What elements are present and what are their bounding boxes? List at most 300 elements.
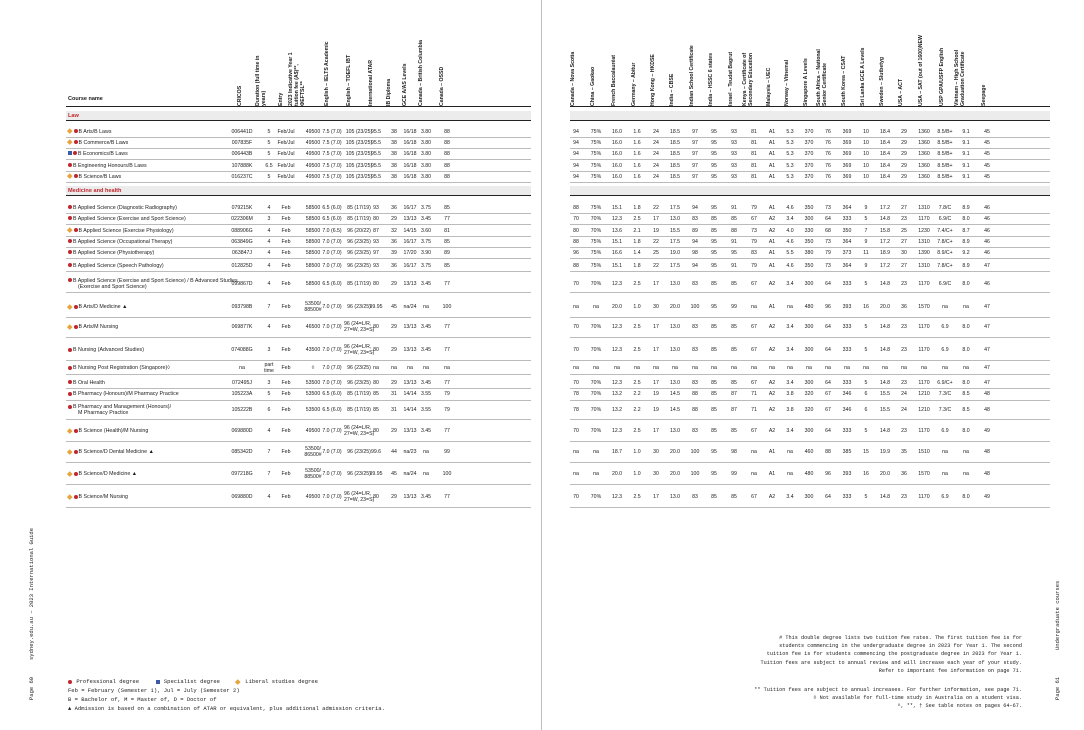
table-note-line: ** Tuition fees are subject to annual increases. For further information, see page 71. xyxy=(754,687,1022,693)
row-rule xyxy=(570,182,1050,183)
right-cell: 17 xyxy=(653,324,659,330)
left-cell: 38 xyxy=(391,162,397,169)
course-title: B Applied Science (Speech Pathology) xyxy=(73,262,164,269)
professional-dot-icon xyxy=(68,163,72,167)
right-cell: 24 xyxy=(653,128,659,135)
right-cell: A1 xyxy=(768,204,776,211)
course-name xyxy=(68,263,164,269)
left-cell: 100 xyxy=(442,471,452,477)
left-cell: 3 xyxy=(267,215,271,222)
right-cell: 29 xyxy=(901,173,907,180)
left-cell: 099867D xyxy=(231,280,253,287)
left-cell: 96 (24=L/R, 27=W, 23=S) xyxy=(344,321,375,333)
course-title: B Arts/M Nursing xyxy=(78,324,119,330)
right-cell: na xyxy=(573,304,579,310)
right-cell: 1570 xyxy=(918,304,930,310)
specialist-square-icon xyxy=(68,151,72,155)
right-cell: 100 xyxy=(690,471,700,477)
right-cell: 12.3 xyxy=(611,324,623,330)
right-cell: na xyxy=(593,304,599,310)
right-cell: 13.6 xyxy=(611,227,623,234)
left-cell: 3 xyxy=(267,379,271,386)
right-cell: 346 xyxy=(842,391,852,397)
right-cell: na xyxy=(711,365,717,371)
course-title: B Science/D Dental Medicine ▲ xyxy=(78,449,154,455)
right-cell: 4.0 xyxy=(786,227,794,234)
left-cell: 77 xyxy=(444,280,450,287)
right-cell: 98 xyxy=(692,249,698,256)
left-cell: 7.5 (7.0) xyxy=(322,139,342,146)
left-cell: 3.45 xyxy=(420,428,432,434)
right-cell: 300 xyxy=(804,215,814,222)
right-cell: A1 xyxy=(768,128,776,135)
right-cell: 8.9/C+ xyxy=(937,249,953,256)
left-cell: 96 (24=L/R, 27=W, 23=S) xyxy=(344,491,375,503)
right-cell: 13.0 xyxy=(669,215,681,222)
right-cell: 19.9 xyxy=(879,449,891,455)
right-cell: 94 xyxy=(573,173,579,180)
liberal-diamond-icon xyxy=(67,428,72,433)
left-cell: 4 xyxy=(267,280,271,287)
right-cell: 95 xyxy=(711,238,717,245)
right-cell: 14.5 xyxy=(669,391,681,397)
right-cell: 1390 xyxy=(918,249,930,256)
right-cell: na xyxy=(963,365,969,371)
right-cell: 480 xyxy=(804,471,814,477)
right-cell: 2.5 xyxy=(633,379,641,386)
right-cell: 75% xyxy=(590,249,602,256)
section-rule xyxy=(66,195,531,196)
left-cell: 7.5 (7.0) xyxy=(322,162,342,169)
course-name xyxy=(68,228,174,234)
right-cell: 18.5 xyxy=(669,173,681,180)
left-cell: 58500 xyxy=(305,262,321,269)
row-rule xyxy=(570,159,1050,160)
right-cell: 79 xyxy=(751,238,757,245)
right-cell: 8.5 xyxy=(962,391,970,397)
right-cell: na xyxy=(787,471,793,477)
right-cell: 85 xyxy=(711,391,717,397)
side-caption-right: Undergraduate courses xyxy=(1054,580,1061,650)
right-cell: 16.0 xyxy=(611,150,623,157)
right-cell: 76 xyxy=(825,128,831,135)
row-rule xyxy=(570,271,1050,272)
right-cell: na xyxy=(901,365,907,371)
right-cell: 46 xyxy=(984,280,990,287)
left-cell: na xyxy=(444,365,450,371)
right-cell: na xyxy=(825,365,831,371)
row-rule xyxy=(66,441,531,442)
right-cell: 7.8/C xyxy=(938,204,952,211)
right-cell: 8.0 xyxy=(962,428,970,434)
left-cell: 53500 xyxy=(305,379,321,386)
right-cell: 8.0 xyxy=(962,215,970,222)
right-cell: na xyxy=(731,365,737,371)
right-cell: 36 xyxy=(901,304,907,310)
left-cell: Feb xyxy=(281,280,291,287)
right-cell: 1.6 xyxy=(633,173,641,180)
right-cell: 16 xyxy=(863,304,869,310)
right-cell: 3.8 xyxy=(786,391,794,397)
course-title-line-2: (Exercise and Sport Science) xyxy=(78,283,147,290)
right-cell: 14.8 xyxy=(879,324,891,330)
right-cell: 8.0 xyxy=(962,324,970,330)
right-cell: 83 xyxy=(692,494,698,500)
right-cell: 16.0 xyxy=(611,139,623,146)
left-cell: 53500/ 88500# xyxy=(304,301,322,313)
professional-dot-icon xyxy=(73,151,77,155)
left-cell: 7.0 (6.5) xyxy=(322,227,342,234)
professional-dot-icon xyxy=(68,366,72,370)
course-title: B Science/M Nursing xyxy=(78,494,128,500)
right-cell: 85 xyxy=(731,215,737,222)
right-cell: 64 xyxy=(825,347,831,353)
right-cell: 81 xyxy=(751,139,757,146)
right-cell: na xyxy=(942,365,948,371)
left-cell: Feb xyxy=(281,494,291,500)
right-cell: 1.8 xyxy=(633,262,641,269)
right-cell: 35 xyxy=(901,449,907,455)
left-cell: 44 xyxy=(391,449,397,455)
right-cell: 70 xyxy=(573,494,579,500)
right-cell: 12.3 xyxy=(611,428,623,434)
row-rule xyxy=(570,360,1050,361)
left-cell: 069880D xyxy=(231,428,253,434)
right-header-21: Seepage xyxy=(981,84,987,106)
left-cell: Feb/Jul xyxy=(277,128,295,135)
right-cell: 369 xyxy=(842,173,852,180)
right-cell: 36 xyxy=(901,471,907,477)
right-cell: 94 xyxy=(573,162,579,169)
liberal-diamond-icon xyxy=(67,324,72,329)
left-cell: 3.45 xyxy=(420,347,432,353)
right-cell: 20.0 xyxy=(669,449,681,455)
right-cell: 23 xyxy=(901,379,907,386)
right-cell: 70 xyxy=(573,215,579,222)
row-rule xyxy=(570,462,1050,463)
right-cell: 70% xyxy=(590,324,602,330)
right-cell: 64 xyxy=(825,494,831,500)
right-header-12: Singapore A Levels xyxy=(803,58,809,106)
left-cell: 4 xyxy=(267,428,271,434)
right-cell: 46 xyxy=(984,227,990,234)
left-cell: 43500 xyxy=(305,347,321,353)
left-header-5: English – TOEFL IBT xyxy=(346,54,352,106)
right-cell: 1.8 xyxy=(633,204,641,211)
left-header-0: CRICOS xyxy=(237,85,243,106)
left-cell: 77 xyxy=(444,347,450,353)
professional-dot-icon xyxy=(68,216,72,220)
course-name xyxy=(68,163,147,169)
right-cell: 364 xyxy=(842,238,852,245)
left-cell: 38 xyxy=(391,139,397,146)
right-cell: 91 xyxy=(731,262,737,269)
right-cell: 7.3/C xyxy=(938,407,952,413)
right-cell: 91 xyxy=(731,238,737,245)
right-cell: 95 xyxy=(711,162,717,169)
left-header-3: 2023 Indicative Year 1 tuition fee (A$)**, ΦEFTSL** xyxy=(288,52,306,106)
right-cell: 64 xyxy=(825,379,831,386)
right-cell: na xyxy=(751,449,757,455)
right-cell: 333 xyxy=(842,215,852,222)
left-cell: 13/13 xyxy=(403,347,417,353)
right-cell: 100 xyxy=(690,304,700,310)
left-cell: 85 (17/19) xyxy=(347,204,371,211)
right-cell: 88 xyxy=(825,449,831,455)
left-cell: 95.5 xyxy=(370,162,382,169)
right-cell: 20.0 xyxy=(879,304,891,310)
right-cell: 85 xyxy=(711,407,717,413)
left-cell: 95.5 xyxy=(370,150,382,157)
left-cell: 88 xyxy=(444,128,450,135)
right-cell: 18.7 xyxy=(611,449,623,455)
right-cell: 75% xyxy=(590,173,602,180)
left-cell: na xyxy=(407,365,413,371)
right-cell: 24 xyxy=(653,150,659,157)
right-cell: A2 xyxy=(768,215,776,222)
right-cell: 46 xyxy=(984,215,990,222)
row-rule xyxy=(66,258,531,259)
left-cell: 88 xyxy=(444,139,450,146)
row-rule xyxy=(66,484,531,485)
right-cell: 8.0 xyxy=(962,379,970,386)
left-cell: 96 (23/25) xyxy=(347,379,371,386)
right-cell: 6.9 xyxy=(941,428,949,434)
right-cell: 1.4 xyxy=(633,249,641,256)
left-cell: 39 xyxy=(391,249,397,256)
right-cell: 89 xyxy=(692,227,698,234)
course-name xyxy=(68,140,128,146)
left-column-headers xyxy=(0,0,541,106)
right-header-4: Hong Kong – HKDSE xyxy=(650,54,656,106)
left-cell: 87 xyxy=(373,227,379,234)
right-cell: 94 xyxy=(692,204,698,211)
right-cell: 300 xyxy=(804,379,814,386)
left-cell: 85 xyxy=(444,204,450,211)
professional-dot-icon xyxy=(68,405,72,409)
left-cell: 77 xyxy=(444,379,450,386)
right-cell: na xyxy=(672,365,678,371)
right-cell: 67 xyxy=(751,215,757,222)
left-cell: 58500 xyxy=(305,215,321,222)
right-cell: 71 xyxy=(751,407,757,413)
left-cell: 13/13 xyxy=(403,324,417,330)
left-cell: 006441D xyxy=(231,128,253,135)
right-cell: A2 xyxy=(768,324,776,330)
right-cell: 18.4 xyxy=(879,128,891,135)
left-cell: 3.80 xyxy=(420,173,432,180)
right-cell: A2 xyxy=(768,280,776,287)
left-cell: 6.5 xyxy=(265,162,273,169)
right-cell: 16.6 xyxy=(611,249,623,256)
left-cell: 49500 xyxy=(305,128,321,135)
left-cell: 3.90 xyxy=(420,249,432,256)
right-cell: 45 xyxy=(984,139,990,146)
right-cell: 2.5 xyxy=(633,280,641,287)
professional-dot-icon xyxy=(74,325,78,329)
right-cell: 1570 xyxy=(918,471,930,477)
left-cell: 85 (17/19) xyxy=(347,280,371,287)
left-cell: Feb xyxy=(281,204,291,211)
right-cell: 13.0 xyxy=(669,428,681,434)
right-cell: 67 xyxy=(751,428,757,434)
fee-note-line: tuition fee is for students commencing the postgraduate degree in 2023 for Year 1. xyxy=(766,651,1022,658)
legend-line-2: B = Bachelor of, M = Master of, D = Doctor of xyxy=(68,696,217,703)
left-cell: 3.45 xyxy=(420,215,432,222)
right-cell: 8.5/B+ xyxy=(937,128,953,135)
left-cell: 93 xyxy=(373,262,379,269)
right-cell: 1.6 xyxy=(633,162,641,169)
course-title: B Oral Health xyxy=(73,379,105,386)
right-cell: 98 xyxy=(731,449,737,455)
right-cell: 350 xyxy=(804,262,814,269)
right-cell: 94 xyxy=(573,150,579,157)
right-header-1: China – Gaokao xyxy=(590,66,596,106)
left-cell: 6 xyxy=(267,407,271,413)
row-rule xyxy=(66,247,531,248)
right-cell: 47 xyxy=(984,304,990,310)
right-cell: 8.9 xyxy=(962,204,970,211)
right-cell: 83 xyxy=(692,215,698,222)
right-cell: 8.9 xyxy=(962,238,970,245)
right-cell: 27 xyxy=(901,204,907,211)
professional-dot-icon xyxy=(68,380,72,384)
right-cell: 8.5/B+ xyxy=(937,162,953,169)
right-cell: 12.3 xyxy=(611,215,623,222)
right-cell: 95 xyxy=(711,249,717,256)
left-cell: 29 xyxy=(391,428,397,434)
right-cell: 23 xyxy=(901,215,907,222)
left-cell: 77 xyxy=(444,324,450,330)
row-rule xyxy=(66,137,531,138)
right-cell: 1510 xyxy=(918,449,930,455)
right-cell: 49 xyxy=(984,494,990,500)
left-cell: 14/14 xyxy=(403,391,417,397)
right-cell: 70 xyxy=(573,347,579,353)
right-cell: 75% xyxy=(590,162,602,169)
left-cell: 49500 xyxy=(305,428,321,434)
left-cell: 38 xyxy=(391,173,397,180)
professional-dot-icon xyxy=(68,263,72,267)
row-rule xyxy=(570,374,1050,375)
right-cell: na xyxy=(863,365,869,371)
right-cell: A1 xyxy=(768,471,776,477)
row-rule xyxy=(570,317,1050,318)
right-cell: 1230 xyxy=(918,227,930,234)
right-cell: 330 xyxy=(804,227,814,234)
right-cell: A1 xyxy=(768,249,776,256)
right-cell: 20.0 xyxy=(611,304,623,310)
right-cell: 22 xyxy=(653,262,659,269)
section-band xyxy=(570,186,1050,195)
right-cell: 29 xyxy=(901,150,907,157)
right-cell: 97 xyxy=(692,173,698,180)
legend-liberal: Liberal studies degree xyxy=(245,678,318,685)
right-cell: na xyxy=(593,471,599,477)
course-title: B Applied Science (Exercise and Sport Science) xyxy=(73,215,186,222)
left-cell: 7.5 (7.0) xyxy=(322,128,342,135)
right-cell: 17 xyxy=(653,428,659,434)
right-cell: 3.4 xyxy=(786,324,794,330)
right-cell: 76 xyxy=(825,139,831,146)
right-cell: 1170 xyxy=(918,428,930,434)
right-cell: 9.1 xyxy=(962,173,970,180)
left-cell: 7.0 (7.0) xyxy=(322,379,342,386)
left-cell: 13/13 xyxy=(403,379,417,386)
liberal-diamond-icon xyxy=(67,449,72,454)
right-cell: 73 xyxy=(825,262,831,269)
right-cell: 9 xyxy=(864,262,868,269)
left-cell: 95.5 xyxy=(370,173,382,180)
section-rule xyxy=(570,120,1050,121)
right-header-7: India – HSSC 6 states xyxy=(708,52,714,106)
right-cell: 83 xyxy=(692,428,698,434)
left-cell: 49500 xyxy=(305,494,321,500)
left-cell: 007835F xyxy=(231,139,253,146)
right-cell: na xyxy=(614,365,620,371)
table-notes xyxy=(702,686,1022,711)
right-cell: 7.8/C+ xyxy=(937,238,953,245)
right-cell: 300 xyxy=(804,347,814,353)
right-cell: 22 xyxy=(653,204,659,211)
row-rule xyxy=(66,271,531,272)
left-cell: 7.0 (7.0) xyxy=(322,324,342,330)
right-cell: na xyxy=(751,304,757,310)
left-cell: 3.45 xyxy=(420,494,432,500)
right-cell: 333 xyxy=(842,428,852,434)
left-header-rule xyxy=(66,106,531,107)
right-cell: 70% xyxy=(590,215,602,222)
right-cell: 333 xyxy=(842,280,852,287)
left-cell: 105 (23/25) xyxy=(345,150,373,157)
course-title: B Applied Science (Diagnostic Radiography) xyxy=(73,204,177,211)
left-cell: 58500 xyxy=(305,280,321,287)
right-cell: 1360 xyxy=(918,173,930,180)
right-cell: 83 xyxy=(692,379,698,386)
right-cell: 1.0 xyxy=(633,304,641,310)
professional-dot-icon xyxy=(74,450,78,454)
course-name xyxy=(68,205,177,211)
right-cell: 70 xyxy=(573,324,579,330)
row-rule xyxy=(570,484,1050,485)
course-name xyxy=(68,129,111,135)
left-header-9: Canada – British Columbia xyxy=(418,39,424,106)
row-rule xyxy=(66,236,531,237)
right-cell: 85 xyxy=(731,324,737,330)
right-cell: 18.4 xyxy=(879,139,891,146)
left-cell: 4 xyxy=(267,262,271,269)
left-cell: 16/18 xyxy=(403,128,417,135)
left-cell: 80 xyxy=(373,324,379,330)
right-cell: 96 xyxy=(825,471,831,477)
left-cell: 53500/ 86500# xyxy=(304,446,322,458)
right-cell: 6.9 xyxy=(941,324,949,330)
left-cell: 96 (24=L/R, 27=W, 23=S) xyxy=(344,344,375,356)
right-cell: 5.3 xyxy=(786,150,794,157)
right-cell: 23 xyxy=(901,324,907,330)
course-title: B Engineering Honours/B Laws xyxy=(73,162,147,169)
right-cell: 87 xyxy=(731,407,737,413)
right-cell: 99 xyxy=(731,304,737,310)
left-cell: na xyxy=(423,449,429,455)
right-cell: 369 xyxy=(842,162,852,169)
course-name xyxy=(68,239,172,245)
right-cell: 30 xyxy=(653,471,659,477)
right-cell: 364 xyxy=(842,262,852,269)
row-rule xyxy=(66,317,531,318)
left-cell: 14/14 xyxy=(403,407,417,413)
row-rule xyxy=(66,400,531,401)
